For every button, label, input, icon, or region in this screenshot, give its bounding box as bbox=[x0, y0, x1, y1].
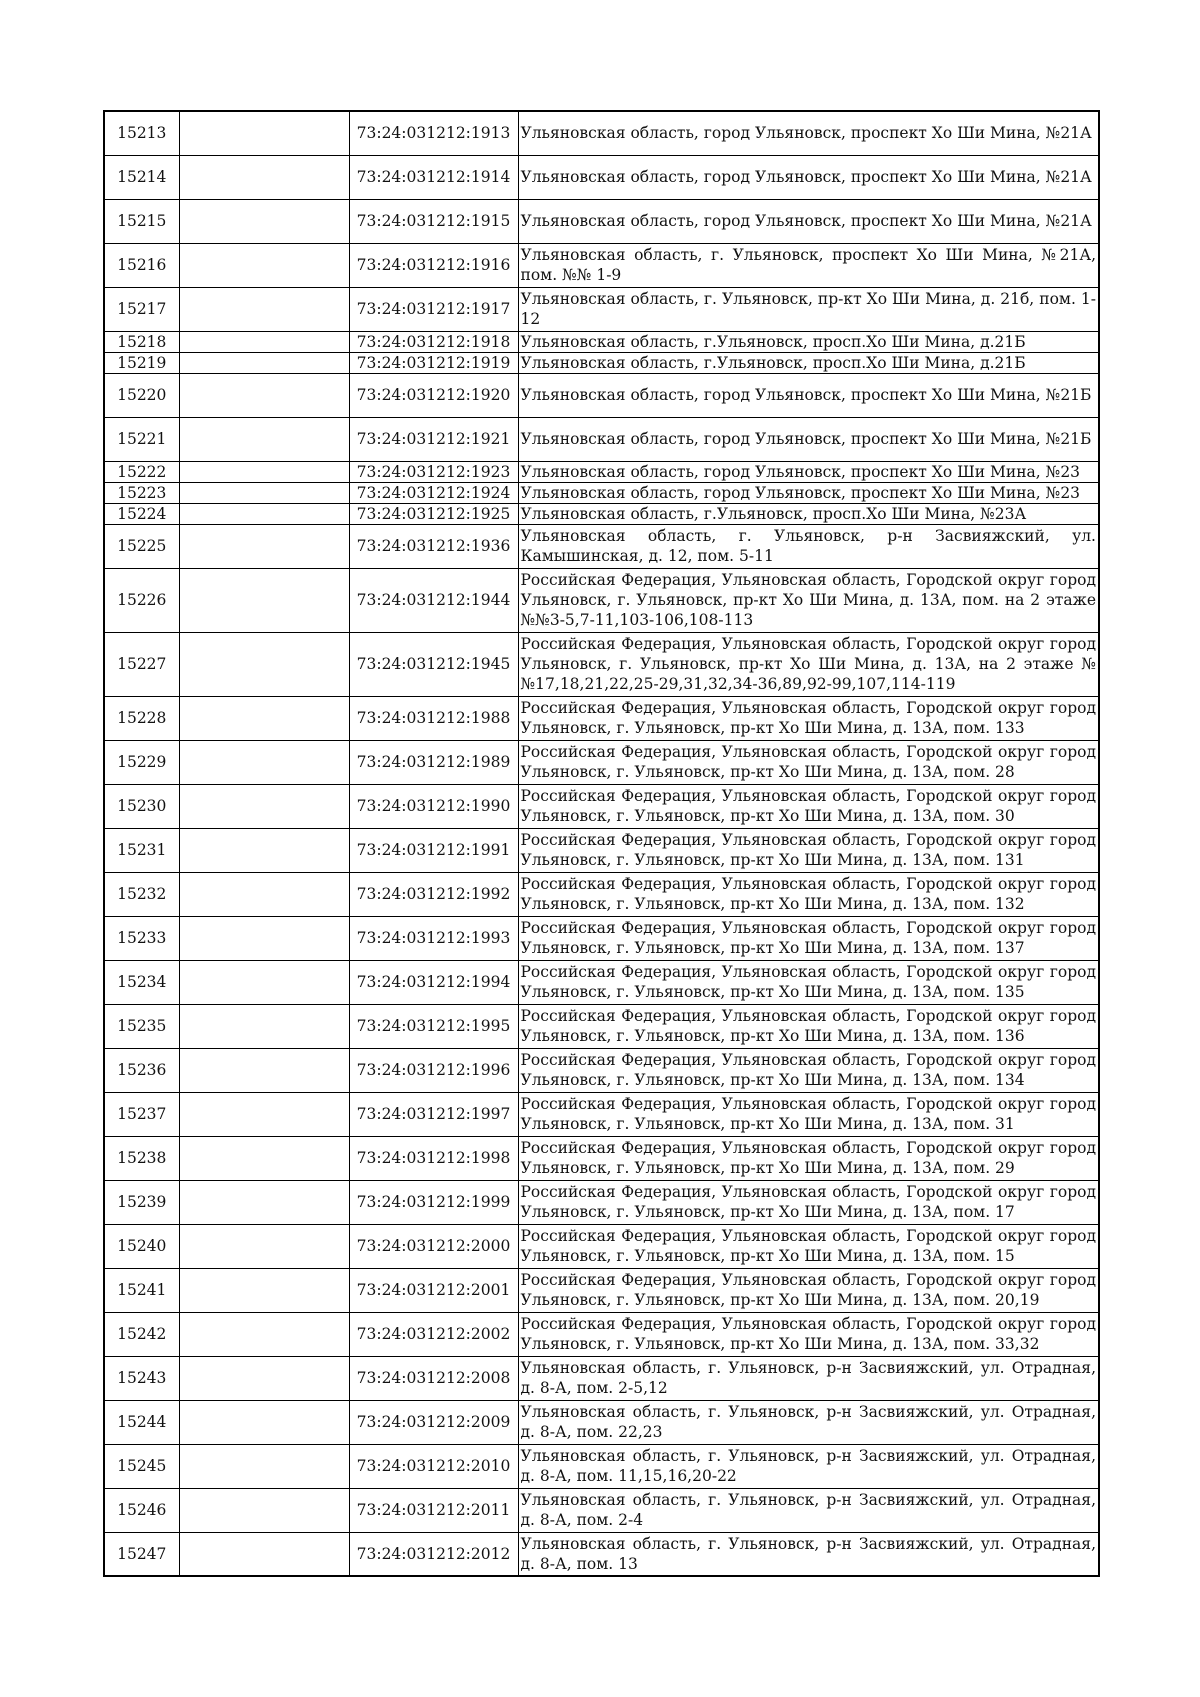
empty-cell bbox=[179, 461, 349, 482]
empty-cell bbox=[179, 784, 349, 828]
cadastral-number-cell: 73:24:031212:1991 bbox=[349, 828, 518, 872]
table-row bbox=[104, 243, 1099, 287]
cadastral-number-cell: 73:24:031212:1994 bbox=[349, 960, 518, 1004]
address-cell: Ульяновская область, г. Ульяновск, р-н Засвияжский, ул. Отрадная, д. 8-А, пом. 2-5,12 bbox=[518, 1356, 1099, 1400]
table-row bbox=[104, 524, 1099, 568]
address-cell: Ульяновская область, город Ульяновск, проспект Хо Ши Мина, №21Б bbox=[518, 417, 1099, 461]
table-row bbox=[104, 482, 1099, 503]
cadastral-number-cell: 73:24:031212:2008 bbox=[349, 1356, 518, 1400]
row-number-cell: 15220 bbox=[104, 373, 179, 417]
empty-cell bbox=[179, 960, 349, 1004]
address-cell: Российская Федерация, Ульяновская область, Городской округ город Ульяновск, г. Ульяновск, пр-кт Хо Ши Мина, д. 13А, пом. 131 bbox=[518, 828, 1099, 872]
table-row bbox=[104, 373, 1099, 417]
cadastral-number-cell: 73:24:031212:1998 bbox=[349, 1136, 518, 1180]
address-cell: Российская Федерация, Ульяновская область, Городской округ город Ульяновск, г. Ульяновск, пр-кт Хо Ши Мина, д. 13А, пом. 33,32 bbox=[518, 1312, 1099, 1356]
row-number-cell: 15218 bbox=[104, 331, 179, 352]
address-cell: Российская Федерация, Ульяновская область, Городской округ город Ульяновск, г. Ульяновск, пр-кт Хо Ши Мина, д. 13А, пом. 29 bbox=[518, 1136, 1099, 1180]
address-cell: Российская Федерация, Ульяновская область, Городской округ город Ульяновск, г. Ульяновск, пр-кт Хо Ши Мина, д. 13А, пом. 134 bbox=[518, 1048, 1099, 1092]
row-number-cell: 15227 bbox=[104, 632, 179, 696]
empty-cell bbox=[179, 1356, 349, 1400]
cadastral-number-cell: 73:24:031212:1920 bbox=[349, 373, 518, 417]
cadastral-number-cell: 73:24:031212:2000 bbox=[349, 1224, 518, 1268]
cadastral-number-cell: 73:24:031212:1989 bbox=[349, 740, 518, 784]
empty-cell bbox=[179, 155, 349, 199]
empty-cell bbox=[179, 740, 349, 784]
empty-cell bbox=[179, 696, 349, 740]
cadastral-number-cell: 73:24:031212:1913 bbox=[349, 111, 518, 155]
empty-cell bbox=[179, 568, 349, 632]
row-number-cell: 15231 bbox=[104, 828, 179, 872]
table-row bbox=[104, 740, 1099, 784]
row-number-cell: 15242 bbox=[104, 1312, 179, 1356]
cadastral-number-cell: 73:24:031212:1988 bbox=[349, 696, 518, 740]
empty-cell bbox=[179, 417, 349, 461]
empty-cell bbox=[179, 111, 349, 155]
empty-cell bbox=[179, 243, 349, 287]
empty-cell bbox=[179, 1004, 349, 1048]
table-row bbox=[104, 1444, 1099, 1488]
table-row bbox=[104, 1004, 1099, 1048]
row-number-cell: 15246 bbox=[104, 1488, 179, 1532]
row-number-cell: 15232 bbox=[104, 872, 179, 916]
table-row bbox=[104, 1532, 1099, 1576]
empty-cell bbox=[179, 1048, 349, 1092]
empty-cell bbox=[179, 287, 349, 331]
cadastral-number-cell: 73:24:031212:2011 bbox=[349, 1488, 518, 1532]
address-cell: Ульяновская область, г. Ульяновск, р-н Засвияжский, ул. Отрадная, д. 8-А, пом. 11,15,16,20-22 bbox=[518, 1444, 1099, 1488]
table-row bbox=[104, 1488, 1099, 1532]
cadastral-number-cell: 73:24:031212:1990 bbox=[349, 784, 518, 828]
empty-cell bbox=[179, 1400, 349, 1444]
table-row bbox=[104, 461, 1099, 482]
empty-cell bbox=[179, 872, 349, 916]
row-number-cell: 15219 bbox=[104, 352, 179, 373]
row-number-cell: 15235 bbox=[104, 1004, 179, 1048]
empty-cell bbox=[179, 373, 349, 417]
address-cell: Российская Федерация, Ульяновская область, Городской округ город Ульяновск, г. Ульяновск, пр-кт Хо Ши Мина, д. 13А, пом. 135 bbox=[518, 960, 1099, 1004]
empty-cell bbox=[179, 352, 349, 373]
table-row bbox=[104, 1224, 1099, 1268]
cadastral-number-cell: 73:24:031212:1944 bbox=[349, 568, 518, 632]
table-row bbox=[104, 417, 1099, 461]
address-cell: Российская Федерация, Ульяновская область, Городской округ город Ульяновск, г. Ульяновск, пр-кт Хо Ши Мина, д. 13А, пом. 28 bbox=[518, 740, 1099, 784]
table-row bbox=[104, 287, 1099, 331]
registry-table bbox=[103, 110, 1100, 1577]
address-cell: Российская Федерация, Ульяновская область, Городской округ город Ульяновск, г. Ульяновск, пр-кт Хо Ши Мина, д. 13А, пом. 30 bbox=[518, 784, 1099, 828]
row-number-cell: 15222 bbox=[104, 461, 179, 482]
row-number-cell: 15243 bbox=[104, 1356, 179, 1400]
table-row bbox=[104, 1400, 1099, 1444]
row-number-cell: 15214 bbox=[104, 155, 179, 199]
row-number-cell: 15241 bbox=[104, 1268, 179, 1312]
address-cell: Ульяновская область, г. Ульяновск, проспект Хо Ши Мина, №21А, пом. №№ 1-9 bbox=[518, 243, 1099, 287]
address-cell: Ульяновская область, г. Ульяновск, р-н Засвияжский, ул. Отрадная, д. 8-А, пом. 22,23 bbox=[518, 1400, 1099, 1444]
cadastral-number-cell: 73:24:031212:2001 bbox=[349, 1268, 518, 1312]
empty-cell bbox=[179, 1136, 349, 1180]
cadastral-number-cell: 73:24:031212:1936 bbox=[349, 524, 518, 568]
empty-cell bbox=[179, 1268, 349, 1312]
table-row bbox=[104, 696, 1099, 740]
table-row bbox=[104, 916, 1099, 960]
empty-cell bbox=[179, 331, 349, 352]
address-cell: Ульяновская область, город Ульяновск, проспект Хо Ши Мина, №21А bbox=[518, 111, 1099, 155]
table-row bbox=[104, 1092, 1099, 1136]
cadastral-number-cell: 73:24:031212:1996 bbox=[349, 1048, 518, 1092]
address-cell: Российская Федерация, Ульяновская область, Городской округ город Ульяновск, г. Ульяновск, пр-кт Хо Ши Мина, д. 13А, пом. 132 bbox=[518, 872, 1099, 916]
cadastral-number-cell: 73:24:031212:1918 bbox=[349, 331, 518, 352]
address-cell: Ульяновская область, город Ульяновск, проспект Хо Ши Мина, №21А bbox=[518, 199, 1099, 243]
empty-cell bbox=[179, 482, 349, 503]
address-cell: Ульяновская область, город Ульяновск, проспект Хо Ши Мина, №23 bbox=[518, 461, 1099, 482]
row-number-cell: 15240 bbox=[104, 1224, 179, 1268]
row-number-cell: 15225 bbox=[104, 524, 179, 568]
row-number-cell: 15213 bbox=[104, 111, 179, 155]
address-cell: Ульяновская область, г.Ульяновск, просп.Хо Ши Мина, д.21Б bbox=[518, 331, 1099, 352]
table-row bbox=[104, 1136, 1099, 1180]
table-row bbox=[104, 1268, 1099, 1312]
cadastral-number-cell: 73:24:031212:1924 bbox=[349, 482, 518, 503]
row-number-cell: 15234 bbox=[104, 960, 179, 1004]
address-cell: Ульяновская область, город Ульяновск, проспект Хо Ши Мина, №21Б bbox=[518, 373, 1099, 417]
table-row bbox=[104, 1180, 1099, 1224]
table-row bbox=[104, 352, 1099, 373]
table-row bbox=[104, 503, 1099, 524]
empty-cell bbox=[179, 1444, 349, 1488]
address-cell: Ульяновская область, г. Ульяновск, р-н Засвияжский, ул. Отрадная, д. 8-А, пом. 2-4 bbox=[518, 1488, 1099, 1532]
table-row bbox=[104, 632, 1099, 696]
cadastral-number-cell: 73:24:031212:1923 bbox=[349, 461, 518, 482]
row-number-cell: 15223 bbox=[104, 482, 179, 503]
row-number-cell: 15233 bbox=[104, 916, 179, 960]
table-row bbox=[104, 331, 1099, 352]
cadastral-number-cell: 73:24:031212:2002 bbox=[349, 1312, 518, 1356]
row-number-cell: 15247 bbox=[104, 1532, 179, 1576]
table-row bbox=[104, 872, 1099, 916]
row-number-cell: 15215 bbox=[104, 199, 179, 243]
row-number-cell: 15217 bbox=[104, 287, 179, 331]
empty-cell bbox=[179, 632, 349, 696]
address-cell: Ульяновская область, город Ульяновск, проспект Хо Ши Мина, №21А bbox=[518, 155, 1099, 199]
empty-cell bbox=[179, 524, 349, 568]
empty-cell bbox=[179, 1180, 349, 1224]
table-row bbox=[104, 784, 1099, 828]
row-number-cell: 15226 bbox=[104, 568, 179, 632]
empty-cell bbox=[179, 1092, 349, 1136]
cadastral-number-cell: 73:24:031212:1925 bbox=[349, 503, 518, 524]
address-cell: Российская Федерация, Ульяновская область, Городской округ город Ульяновск, г. Ульяновск, пр-кт Хо Ши Мина, д. 13А, пом. 133 bbox=[518, 696, 1099, 740]
cadastral-number-cell: 73:24:031212:1919 bbox=[349, 352, 518, 373]
row-number-cell: 15230 bbox=[104, 784, 179, 828]
address-cell: Ульяновская область, г. Ульяновск, р-н Засвияжский, ул. Камышинская, д. 12, пом. 5-11 bbox=[518, 524, 1099, 568]
cadastral-number-cell: 73:24:031212:1993 bbox=[349, 916, 518, 960]
address-cell: Российская Федерация, Ульяновская область, Городской округ город Ульяновск, г. Ульяновск, пр-кт Хо Ши Мина, д. 13А, на 2 этаже №№17,18,21,22,25-29,31,32,34-36,89,92-99,107,114-119 bbox=[518, 632, 1099, 696]
row-number-cell: 15229 bbox=[104, 740, 179, 784]
empty-cell bbox=[179, 199, 349, 243]
row-number-cell: 15221 bbox=[104, 417, 179, 461]
table-row bbox=[104, 568, 1099, 632]
cadastral-number-cell: 73:24:031212:1914 bbox=[349, 155, 518, 199]
table-row bbox=[104, 960, 1099, 1004]
row-number-cell: 15237 bbox=[104, 1092, 179, 1136]
row-number-cell: 15244 bbox=[104, 1400, 179, 1444]
cadastral-number-cell: 73:24:031212:1916 bbox=[349, 243, 518, 287]
cadastral-number-cell: 73:24:031212:1917 bbox=[349, 287, 518, 331]
row-number-cell: 15236 bbox=[104, 1048, 179, 1092]
row-number-cell: 15238 bbox=[104, 1136, 179, 1180]
cadastral-number-cell: 73:24:031212:2012 bbox=[349, 1532, 518, 1576]
row-number-cell: 15228 bbox=[104, 696, 179, 740]
empty-cell bbox=[179, 1532, 349, 1576]
row-number-cell: 15224 bbox=[104, 503, 179, 524]
empty-cell bbox=[179, 916, 349, 960]
cadastral-number-cell: 73:24:031212:1921 bbox=[349, 417, 518, 461]
cadastral-number-cell: 73:24:031212:2009 bbox=[349, 1400, 518, 1444]
row-number-cell: 15239 bbox=[104, 1180, 179, 1224]
empty-cell bbox=[179, 1312, 349, 1356]
registry-table-body bbox=[104, 111, 1099, 1576]
cadastral-number-cell: 73:24:031212:1995 bbox=[349, 1004, 518, 1048]
address-cell: Ульяновская область, г.Ульяновск, просп.Хо Ши Мина, д.21Б bbox=[518, 352, 1099, 373]
cadastral-number-cell: 73:24:031212:1999 bbox=[349, 1180, 518, 1224]
address-cell: Российская Федерация, Ульяновская область, Городской округ город Ульяновск, г. Ульяновск, пр-кт Хо Ши Мина, д. 13А, пом. 20,19 bbox=[518, 1268, 1099, 1312]
empty-cell bbox=[179, 1488, 349, 1532]
cadastral-number-cell: 73:24:031212:2010 bbox=[349, 1444, 518, 1488]
row-number-cell: 15245 bbox=[104, 1444, 179, 1488]
address-cell: Российская Федерация, Ульяновская область, Городской округ город Ульяновск, г. Ульяновск, пр-кт Хо Ши Мина, д. 13А, пом. 137 bbox=[518, 916, 1099, 960]
address-cell: Российская Федерация, Ульяновская область, Городской округ город Ульяновск, г. Ульяновск, пр-кт Хо Ши Мина, д. 13А, пом. на 2 этаже №№3-5,7-11,103-106,108-113 bbox=[518, 568, 1099, 632]
empty-cell bbox=[179, 828, 349, 872]
address-cell: Ульяновская область, г. Ульяновск, пр-кт Хо Ши Мина, д. 21б, пом. 1-12 bbox=[518, 287, 1099, 331]
cadastral-number-cell: 73:24:031212:1997 bbox=[349, 1092, 518, 1136]
address-cell: Российская Федерация, Ульяновская область, Городской округ город Ульяновск, г. Ульяновск, пр-кт Хо Ши Мина, д. 13А, пом. 15 bbox=[518, 1224, 1099, 1268]
address-cell: Российская Федерация, Ульяновская область, Городской округ город Ульяновск, г. Ульяновск, пр-кт Хо Ши Мина, д. 13А, пом. 136 bbox=[518, 1004, 1099, 1048]
empty-cell bbox=[179, 1224, 349, 1268]
address-cell: Ульяновская область, город Ульяновск, проспект Хо Ши Мина, №23 bbox=[518, 482, 1099, 503]
table-row bbox=[104, 1048, 1099, 1092]
address-cell: Ульяновская область, г. Ульяновск, р-н Засвияжский, ул. Отрадная, д. 8-А, пом. 13 bbox=[518, 1532, 1099, 1576]
row-number-cell: 15216 bbox=[104, 243, 179, 287]
cadastral-number-cell: 73:24:031212:1992 bbox=[349, 872, 518, 916]
address-cell: Ульяновская область, г.Ульяновск, просп.Хо Ши Мина, №23А bbox=[518, 503, 1099, 524]
table-row bbox=[104, 1356, 1099, 1400]
table-row bbox=[104, 199, 1099, 243]
empty-cell bbox=[179, 503, 349, 524]
table-row bbox=[104, 111, 1099, 155]
table-row bbox=[104, 1312, 1099, 1356]
address-cell: Российская Федерация, Ульяновская область, Городской округ город Ульяновск, г. Ульяновск, пр-кт Хо Ши Мина, д. 13А, пом. 31 bbox=[518, 1092, 1099, 1136]
cadastral-number-cell: 73:24:031212:1915 bbox=[349, 199, 518, 243]
cadastral-number-cell: 73:24:031212:1945 bbox=[349, 632, 518, 696]
address-cell: Российская Федерация, Ульяновская область, Городской округ город Ульяновск, г. Ульяновск, пр-кт Хо Ши Мина, д. 13А, пом. 17 bbox=[518, 1180, 1099, 1224]
table-row bbox=[104, 828, 1099, 872]
table-row bbox=[104, 155, 1099, 199]
